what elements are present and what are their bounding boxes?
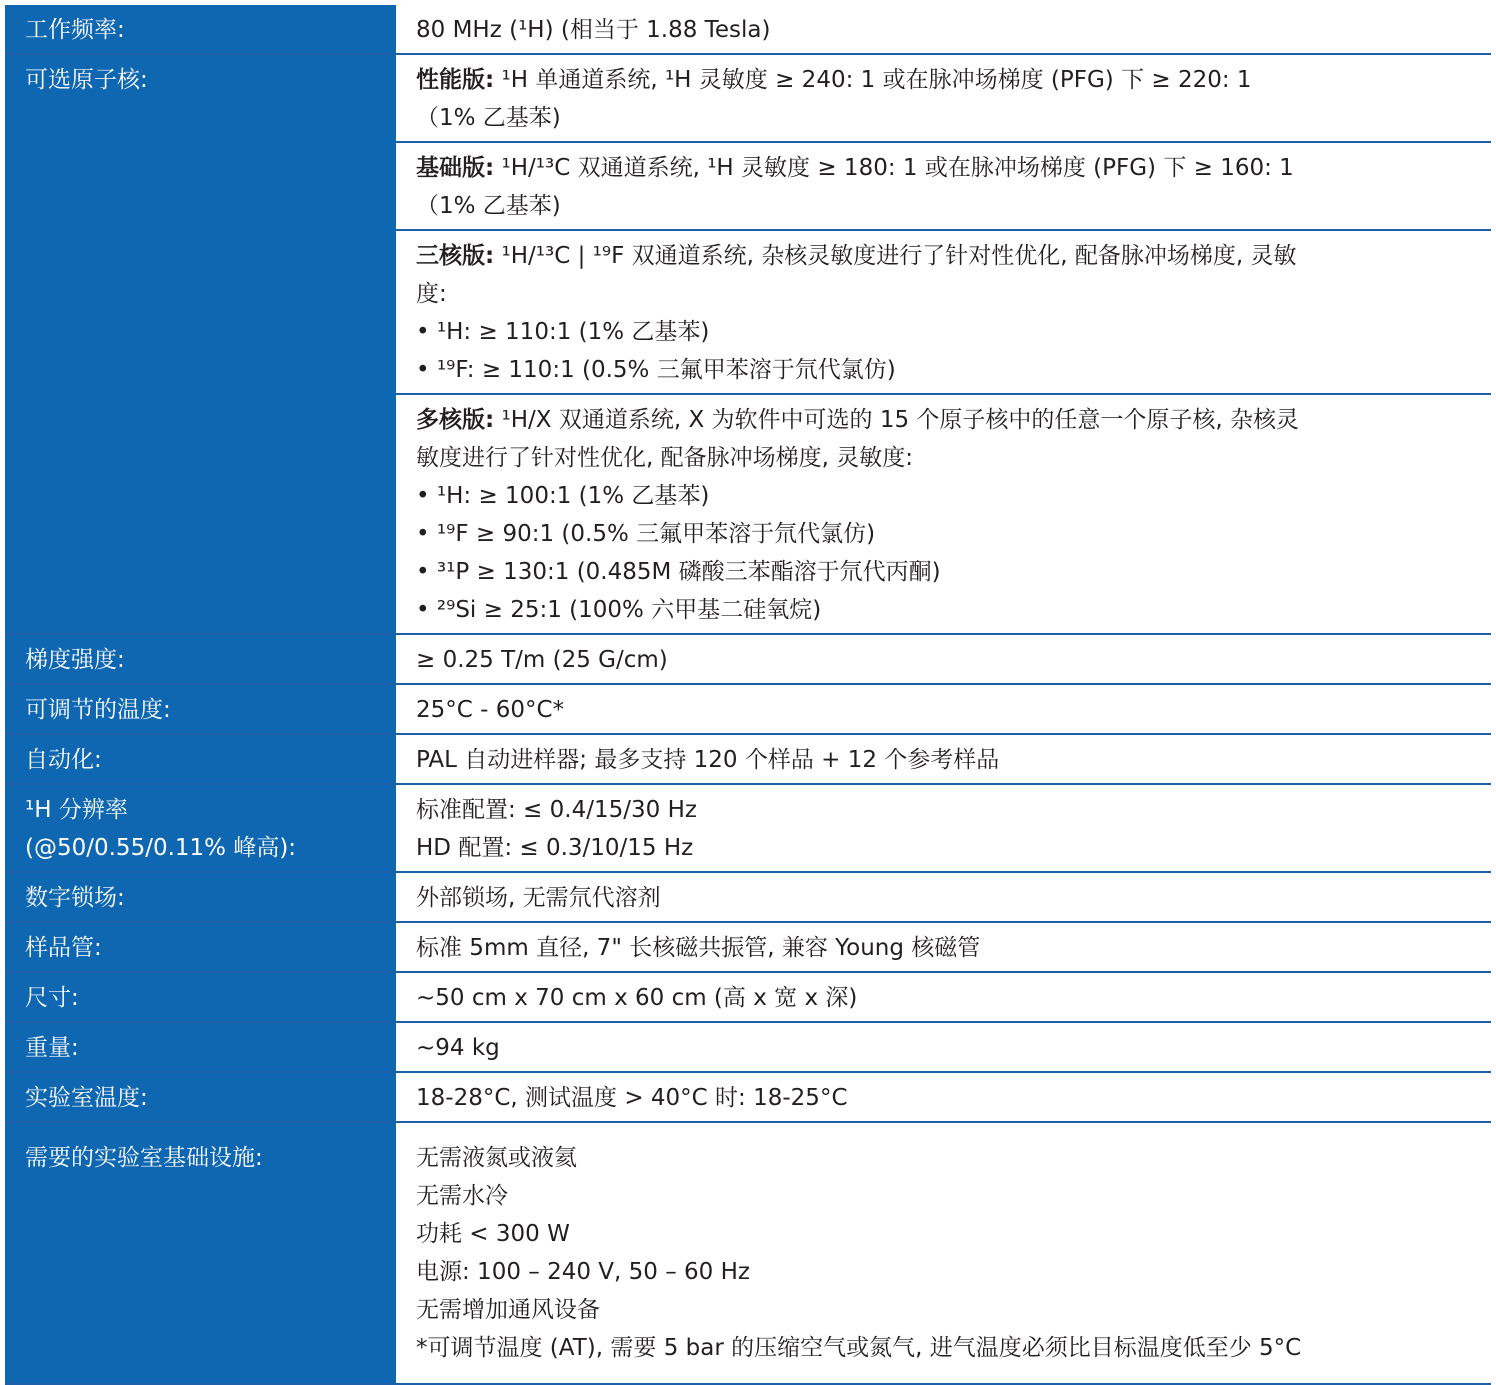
edition-line: ¹H/¹³C | ¹⁹F 双通道系统, 杂核灵敏度进行了针对性优化, 配备脉冲场梯度, 灵敏 xyxy=(501,243,1297,269)
row-value: 外部锁场, 无需氘代溶剂 xyxy=(416,885,661,911)
row-label: 数字锁场: xyxy=(5,873,396,923)
edition-line: （1% 乙基苯) xyxy=(416,193,561,219)
edition-line: ¹H/X 双通道系统, X 为软件中可选的 15 个原子核中的任意一个原子核, 杂核灵 xyxy=(501,407,1300,433)
row-label: 工作频率: xyxy=(5,5,396,55)
sensitivity-bullet: • ¹⁹F: ≥ 110:1 (0.5% 三氟甲苯溶于氘代氯仿) xyxy=(416,351,1471,389)
row-weight xyxy=(5,1023,1491,1073)
value-line: *可调节温度 (AT), 需要 5 bar 的压缩空气或氮气, 进气温度必须比目标温度低至少 5°C xyxy=(416,1335,1302,1361)
edition-line: 敏度进行了针对性优化, 配备脉冲场梯度, 灵敏度: xyxy=(416,445,913,471)
row-value-nuclei xyxy=(396,55,1491,635)
row-value xyxy=(396,1123,1491,1385)
edition-title: 基础版: xyxy=(416,155,495,181)
row-value: 80 MHz (¹H) (相当于 1.88 Tesla) xyxy=(416,17,771,43)
edition-line: 度: xyxy=(416,281,447,307)
row-value: 标准 5mm 直径, 7" 长核磁共振管, 兼容 Young 核磁管 xyxy=(416,935,981,961)
edition-triple xyxy=(416,231,1481,395)
edition-title: 性能版: xyxy=(416,67,495,93)
row-frequency xyxy=(5,5,1491,55)
row-value: 18-28°C, 测试温度 > 40°C 时: 18-25°C xyxy=(416,1085,848,1111)
value-line: 无需水冷 xyxy=(416,1183,508,1209)
label-line: ¹H 分辨率 xyxy=(25,797,128,823)
row-nuclei xyxy=(5,55,1491,635)
value-line: 电源: 100 – 240 V, 50 – 60 Hz xyxy=(416,1259,750,1285)
row-value xyxy=(396,785,1491,873)
row-lab-temperature xyxy=(5,1073,1491,1123)
value-line: 功耗 < 300 W xyxy=(416,1221,570,1247)
row-value: ~50 cm x 70 cm x 60 cm (高 x 宽 x 深) xyxy=(416,985,858,1011)
edition-line: ¹H 单通道系统, ¹H 灵敏度 ≥ 240: 1 或在脉冲场梯度 (PFG) 下 ≥ 220: 1 xyxy=(501,67,1252,93)
row-lock xyxy=(5,873,1491,923)
row-resolution xyxy=(5,785,1491,873)
row-automation xyxy=(5,735,1491,785)
row-label xyxy=(5,785,396,873)
sensitivity-bullet: • ¹H: ≥ 100:1 (1% 乙基苯) xyxy=(416,477,1471,515)
row-label: 实验室温度: xyxy=(5,1073,396,1123)
row-label: 尺寸: xyxy=(5,973,396,1023)
sensitivity-bullet: • ¹⁹F ≥ 90:1 (0.5% 三氟甲苯溶于氘代氯仿) xyxy=(416,515,1471,553)
row-label: 梯度强度: xyxy=(5,635,396,685)
row-label: 可选原子核: xyxy=(5,55,396,635)
row-tube xyxy=(5,923,1491,973)
row-label: 自动化: xyxy=(5,735,396,785)
row-value: 25°C - 60°C* xyxy=(416,697,565,723)
value-line: 无需液氮或液氦 xyxy=(416,1145,577,1171)
edition-line: （1% 乙基苯) xyxy=(416,105,561,131)
row-value: ~94 kg xyxy=(416,1035,500,1061)
sensitivity-bullet: • ¹H: ≥ 110:1 (1% 乙基苯) xyxy=(416,313,1471,351)
spec-table xyxy=(5,5,1491,1385)
value-line: 标准配置: ≤ 0.4/15/30 Hz xyxy=(416,797,697,823)
row-label: 重量: xyxy=(5,1023,396,1073)
label-line: (@50/0.55/0.11% 峰高): xyxy=(25,835,297,861)
row-label: 样品管: xyxy=(5,923,396,973)
value-line: 无需增加通风设备 xyxy=(416,1297,600,1323)
row-value: PAL 自动进样器; 最多支持 120 个样品 + 12 个参考样品 xyxy=(416,747,1000,773)
row-infrastructure xyxy=(5,1123,1491,1385)
edition-line: ¹H/¹³C 双通道系统, ¹H 灵敏度 ≥ 180: 1 或在脉冲场梯度 (PFG) 下 ≥ 160: 1 xyxy=(501,155,1294,181)
edition-title: 三核版: xyxy=(416,243,495,269)
edition-multi xyxy=(416,395,1481,635)
edition-performance xyxy=(416,61,1481,143)
edition-basic xyxy=(416,143,1481,231)
row-temperature xyxy=(5,685,1491,735)
row-label: 需要的实验室基础设施: xyxy=(5,1123,396,1385)
edition-title: 多核版: xyxy=(416,407,495,433)
row-value: ≥ 0.25 T/m (25 G/cm) xyxy=(416,647,668,673)
row-gradient xyxy=(5,635,1491,685)
value-line: HD 配置: ≤ 0.3/10/15 Hz xyxy=(416,835,694,861)
sensitivity-bullet: • ³¹P ≥ 130:1 (0.485M 磷酸三苯酯溶于氘代丙酮) xyxy=(416,553,1471,591)
row-dimensions xyxy=(5,973,1491,1023)
sensitivity-bullet: • ²⁹Si ≥ 25:1 (100% 六甲基二硅氧烷) xyxy=(416,591,1471,629)
row-label: 可调节的温度: xyxy=(5,685,396,735)
